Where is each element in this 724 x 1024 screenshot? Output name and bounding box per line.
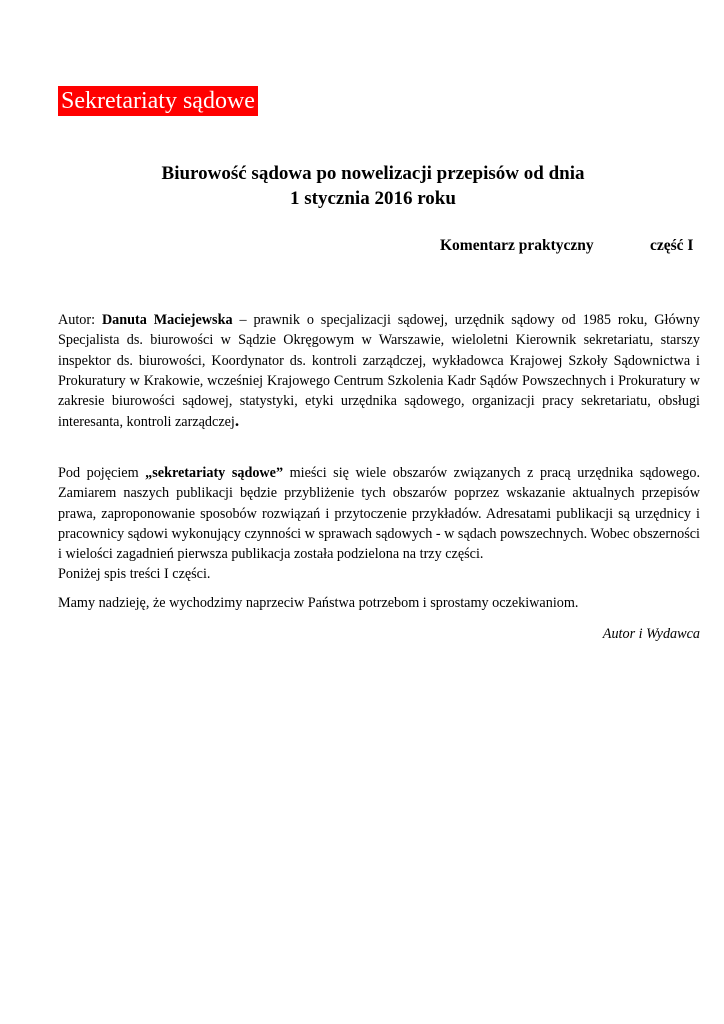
- intro-last-line: Poniżej spis treści I części.: [58, 566, 211, 583]
- signature: Autor i Wydawca: [602, 626, 700, 642]
- subtitle-czesc: część I: [650, 237, 694, 254]
- author-paragraph: [58, 310, 700, 433]
- author-description: – prawnik o specjalizacji sądowej, urzędnik sądowy od 1985 roku, Główny Specjalista ds. biurowości w Sądzie Okręgowym w Warszawie, wieloletni Kierownik sekretariatu, starszy inspektor ds. biurowości, Koordynator ds. kontroli zarządczej, wykładowca Krajowej Szkoły Sądownictwa i Prokuratury w Krakowie, wcześniej Krajowego Centrum Szkolenia Kadr Sądów Powszechnych i Prokuratury w zakresie biurowości sądowej, statystyki, etyki urzędnika sądowego, organizacji pracy sekretariatu, obsługi interesanta, kontroli zarządczej: [58, 312, 700, 431]
- author-name: Danuta Maciejewska: [101, 312, 233, 328]
- intro-term: „sekretariaty sądowe”: [145, 465, 284, 481]
- document-title: [58, 161, 688, 211]
- document-title-line-1: Biurowość sądowa po nowelizacji przepisów od dnia: [161, 163, 585, 184]
- banner-sekretariaty: Sekretariaty sądowe: [58, 86, 258, 116]
- subtitle-komentarz: Komentarz praktyczny: [440, 237, 594, 254]
- intro-paragraph: [58, 463, 700, 585]
- hope-paragraph: Mamy nadzieję, że wychodzimy naprzeciw Państwa potrzebom i sprostamy oczekiwaniom.: [58, 595, 579, 611]
- author-label: Autor:: [58, 312, 96, 328]
- document-title-line-2: 1 stycznia 2016 roku: [290, 188, 456, 209]
- intro-text: mieści się wiele obszarów związanych z pracą urzędnika sądowego. Zamiarem naszych publikacji będzie przybliżenie tych obszarów poprzez wskazanie aktualnych przepisów prawa, zaproponowanie sposobów rozwiązań i przytoczenie przykładów. Adresatami publikacji są urzędnicy i pracownicy sądowi wykonujący czynności w sprawach sądowych - w sądach powszechnych. Wobec obszerności i wielości zagadnień pierwsza publikacja została podzielona na trzy części.: [58, 465, 701, 563]
- author-end-period: .: [234, 411, 240, 431]
- intro-lead: Pod pojęciem: [58, 465, 139, 481]
